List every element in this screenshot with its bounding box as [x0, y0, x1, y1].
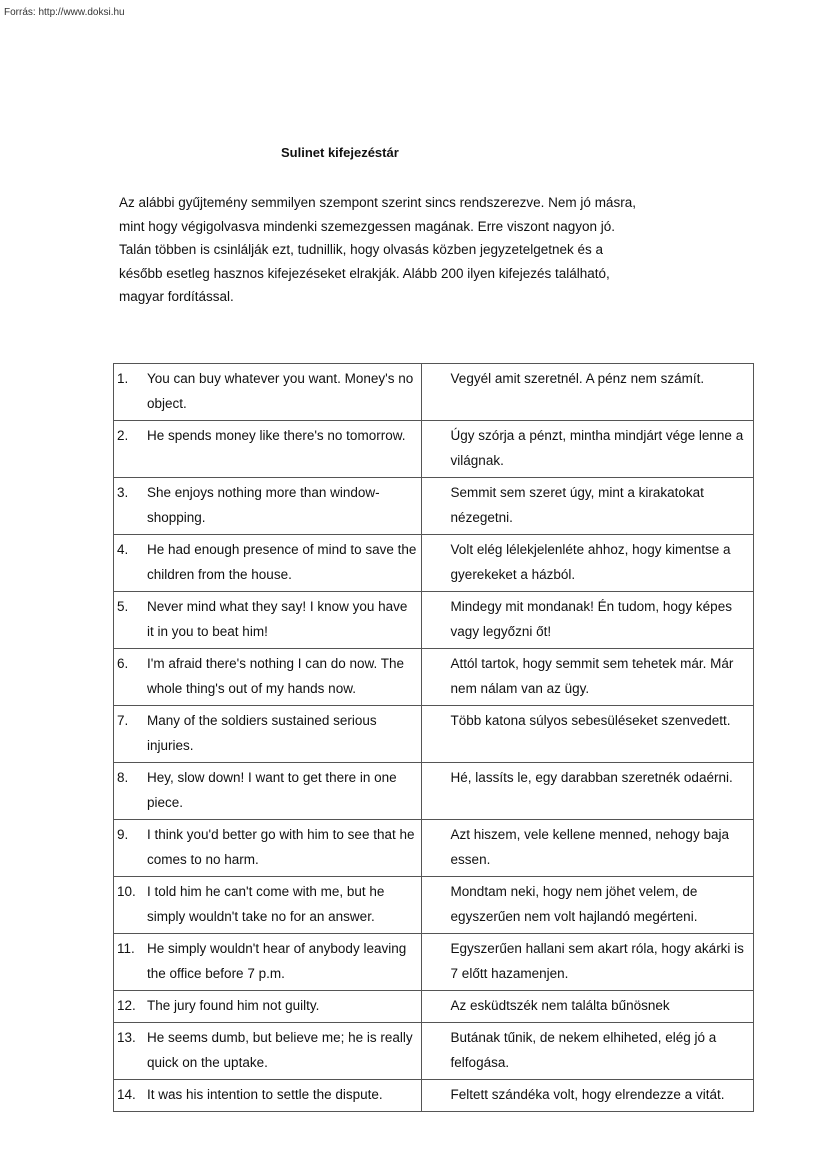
row-number: 6.	[117, 656, 129, 671]
english-phrase: He spends money like there's no tomorrow.	[147, 428, 406, 443]
english-cell	[114, 649, 422, 706]
row-number: 9.	[117, 827, 129, 842]
row-number: 5.	[117, 599, 129, 614]
row-number: 10.	[117, 884, 136, 899]
page-title: Sulinet kifejezéstár	[281, 145, 399, 160]
table-row	[114, 649, 754, 706]
table-row	[114, 934, 754, 991]
table-row	[114, 991, 754, 1023]
row-number: 11.	[117, 941, 135, 956]
english-cell	[114, 1023, 422, 1080]
table-row	[114, 1023, 754, 1080]
table-row	[114, 1080, 754, 1112]
english-cell	[114, 877, 422, 934]
row-number: 1.	[117, 371, 129, 386]
english-cell	[114, 364, 422, 421]
table-row	[114, 364, 754, 421]
english-cell	[114, 991, 422, 1023]
row-number: 7.	[117, 713, 129, 728]
english-phrase: It was his intention to settle the dispute.	[147, 1087, 383, 1102]
english-phrase: He had enough presence of mind to save the children from the house.	[147, 542, 417, 582]
english-cell	[114, 763, 422, 820]
table-row	[114, 421, 754, 478]
hungarian-phrase: Attól tartok, hogy semmit sem tehetek már. Már nem nálam van az ügy.	[421, 649, 753, 706]
intro-line: Az alábbi gyűjtemény semmilyen szempont szerint sincs rendszerezve. Nem jó másra,	[119, 195, 636, 210]
hungarian-phrase: Hé, lassíts le, egy darabban szeretnék odaérni.	[421, 763, 753, 820]
english-cell	[114, 592, 422, 649]
intro-line: Talán többen is csinlálják ezt, tudnillik, hogy olvasás közben jegyzetelgetnek és a	[119, 242, 604, 257]
english-cell	[114, 421, 422, 478]
english-phrase: The jury found him not guilty.	[147, 998, 320, 1013]
english-cell	[114, 934, 422, 991]
row-number: 2.	[117, 428, 129, 443]
intro-line: később esetleg hasznos kifejezéseket elrakják. Alább 200 ilyen kifejezés található,	[119, 265, 610, 281]
english-cell	[114, 1080, 422, 1112]
hungarian-phrase: Vegyél amit szeretnél. A pénz nem számít.	[421, 364, 753, 421]
english-phrase: I told him he can't come with me, but he simply wouldn't take no for an answer.	[147, 884, 385, 924]
row-number: 4.	[117, 542, 129, 557]
source-label: Forrás: http://www.doksi.hu	[4, 7, 125, 18]
row-number: 8.	[117, 770, 129, 785]
table-row	[114, 478, 754, 535]
table-row	[114, 820, 754, 877]
table-row	[114, 877, 754, 934]
english-phrase: You can buy whatever you want. Money's no object.	[147, 371, 414, 411]
row-number: 14.	[117, 1087, 136, 1102]
hungarian-phrase: Mindegy mit mondanak! Én tudom, hogy képes vagy legyőzni őt!	[421, 592, 753, 649]
hungarian-phrase: Az esküdtszék nem találta bűnösnek	[421, 991, 753, 1023]
hungarian-phrase: Mondtam neki, hogy nem jöhet velem, de egyszerűen nem volt hajlandó megérteni.	[421, 877, 753, 934]
table-row	[114, 763, 754, 820]
hungarian-phrase: Butának tűnik, de nekem elhiheted, elég jó a felfogása.	[421, 1023, 753, 1080]
english-phrase: He simply wouldn't hear of anybody leaving the office before 7 p.m.	[147, 941, 407, 981]
table-row	[114, 592, 754, 649]
hungarian-phrase: Volt elég lélekjelenléte ahhoz, hogy kimentse a gyerekeket a házból.	[421, 535, 753, 592]
english-phrase: I'm afraid there's nothing I can do now. The whole thing's out of my hands now.	[147, 656, 405, 696]
english-phrase: I think you'd better go with him to see that he comes to no harm.	[147, 827, 415, 867]
intro-paragraph	[119, 191, 739, 309]
row-number: 13.	[117, 1030, 136, 1045]
english-cell	[114, 820, 422, 877]
english-cell	[114, 706, 422, 763]
intro-line: mint hogy végigolvasva mindenki szemezgessen magának. Erre viszont nagyon jó.	[119, 218, 616, 234]
english-cell	[114, 478, 422, 535]
intro-line: magyar fordítással.	[119, 289, 234, 304]
hungarian-phrase: Semmit sem szeret úgy, mint a kirakatokat nézegetni.	[421, 478, 753, 535]
hungarian-phrase: Azt hiszem, vele kellene menned, nehogy baja essen.	[421, 820, 753, 877]
english-phrase: She enjoys nothing more than window-shopping.	[147, 485, 380, 525]
table-row	[114, 535, 754, 592]
row-number: 12.	[117, 998, 136, 1013]
row-number: 3.	[117, 485, 129, 500]
table-row	[114, 706, 754, 763]
hungarian-phrase: Egyszerűen hallani sem akart róla, hogy akárki is 7 előtt hazamenjen.	[421, 934, 753, 991]
hungarian-phrase: Több katona súlyos sebesüléseket szenvedett.	[421, 706, 753, 763]
english-phrase: He seems dumb, but believe me; he is really quick on the uptake.	[147, 1030, 413, 1070]
hungarian-phrase: Úgy szórja a pénzt, mintha mindjárt vége lenne a világnak.	[421, 421, 753, 478]
english-phrase: Hey, slow down! I want to get there in one piece.	[147, 770, 397, 810]
phrase-table	[113, 363, 754, 1112]
english-phrase: Many of the soldiers sustained serious injuries.	[147, 713, 377, 753]
english-phrase: Never mind what they say! I know you have it in you to beat him!	[147, 599, 408, 639]
english-cell	[114, 535, 422, 592]
hungarian-phrase: Feltett szándéka volt, hogy elrendezze a vitát.	[421, 1080, 753, 1112]
